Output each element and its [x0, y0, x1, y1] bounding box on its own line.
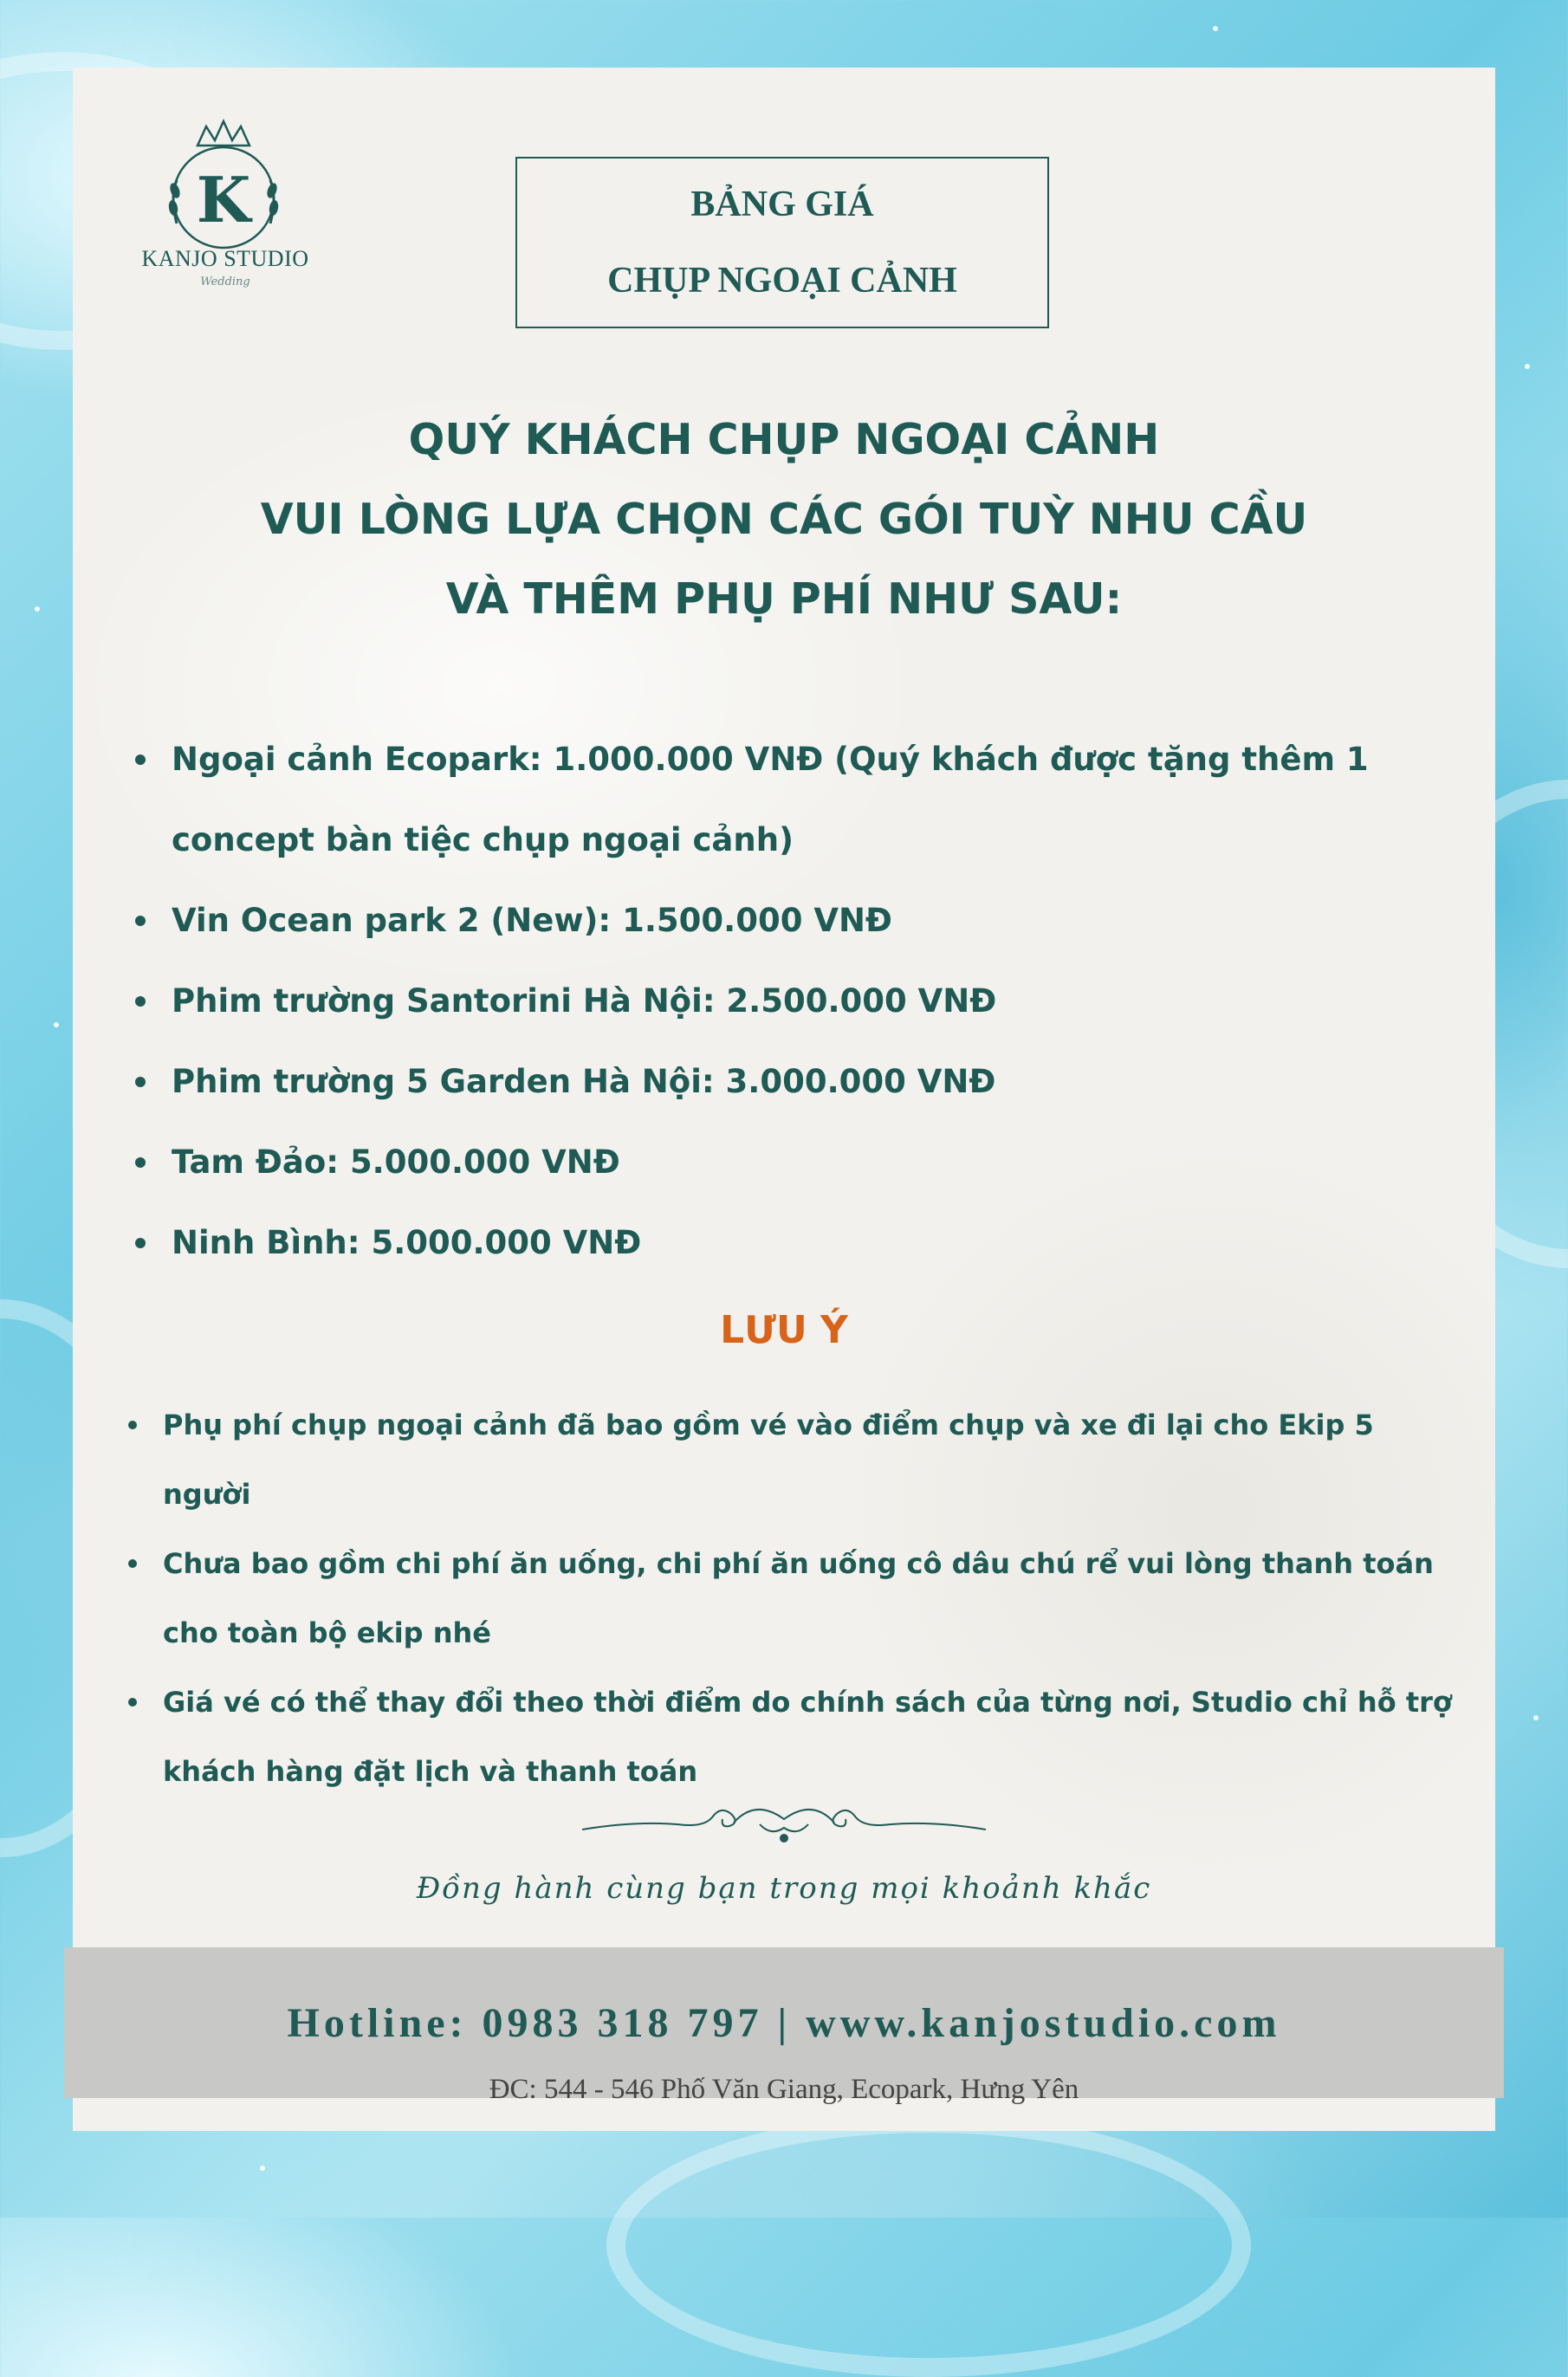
price-item: Ninh Bình: 5.000.000 VNĐ — [130, 1202, 1447, 1283]
sparkle — [1213, 26, 1218, 31]
sparkle — [1533, 1715, 1539, 1720]
sparkle — [1525, 364, 1530, 369]
title-line-1: BẢNG GIÁ — [690, 185, 874, 224]
price-item: Tam Đảo: 5.000.000 VNĐ — [130, 1122, 1447, 1202]
title-line-2: CHỤP NGOẠI CẢNH — [607, 261, 957, 301]
notes-list — [125, 1390, 1459, 1806]
tagline: Đồng hành cùng bạn trong mọi khoảnh khắc — [416, 1871, 1152, 1906]
address: ĐC: 544 - 546 Phố Văn Giang, Ecopark, Hưng Yên — [489, 2074, 1079, 2105]
hotline-text[interactable]: Hotline: 0983 318 797 | www.kanjostudio.com — [287, 1999, 1281, 2046]
headline — [73, 400, 1495, 639]
logo-monogram: K — [196, 163, 251, 236]
notes-title: LƯU Ý — [720, 1308, 848, 1352]
price-item: Ngoại cảnh Ecopark: 1.000.000 VNĐ (Quý khách được tặng thêm 1 concept bàn tiệc chụp ngoại cảnh) — [130, 719, 1447, 880]
price-item: Vin Ocean park 2 (New): 1.500.000 VNĐ — [130, 880, 1447, 961]
note-item: Giá vé có thể thay đổi theo thời điểm do chính sách của từng nơi, Studio chỉ hỗ trợ khách hàng đặt lịch và thanh toán — [125, 1668, 1459, 1806]
logo-name: KANJO STUDIO — [141, 246, 309, 271]
headline-line-2: VUI LÒNG LỰA CHỌN CÁC GÓI TUỲ NHU CẦU — [260, 495, 1308, 544]
logo-subtitle: Wedding — [200, 275, 250, 288]
headline-line-3: VÀ THÊM PHỤ PHÍ NHƯ SAU: — [445, 574, 1123, 624]
price-item: Phim trường Santorini Hà Nội: 2.500.000 VNĐ — [130, 961, 1447, 1041]
headline-line-1: QUÝ KHÁCH CHỤP NGOẠI CẢNH — [408, 415, 1160, 464]
sparkle — [54, 1022, 59, 1027]
sparkle — [260, 2166, 265, 2171]
swirl-decoration — [606, 2114, 1251, 2377]
title-box — [515, 157, 1049, 328]
sparkle — [35, 606, 40, 612]
note-item: Phụ phí chụp ngoại cảnh đã bao gồm vé vào điểm chụp và xe đi lại cho Ekip 5 người — [125, 1390, 1459, 1529]
ornament-divider-icon — [582, 1793, 986, 1845]
price-list — [130, 719, 1447, 1283]
price-item: Phim trường 5 Garden Hà Nội: 3.000.000 VNĐ — [130, 1041, 1447, 1122]
note-item: Chưa bao gồm chi phí ăn uống, chi phí ăn uống cô dâu chú rể vui lòng thanh toán cho toàn bộ ekip nhé — [125, 1529, 1459, 1668]
